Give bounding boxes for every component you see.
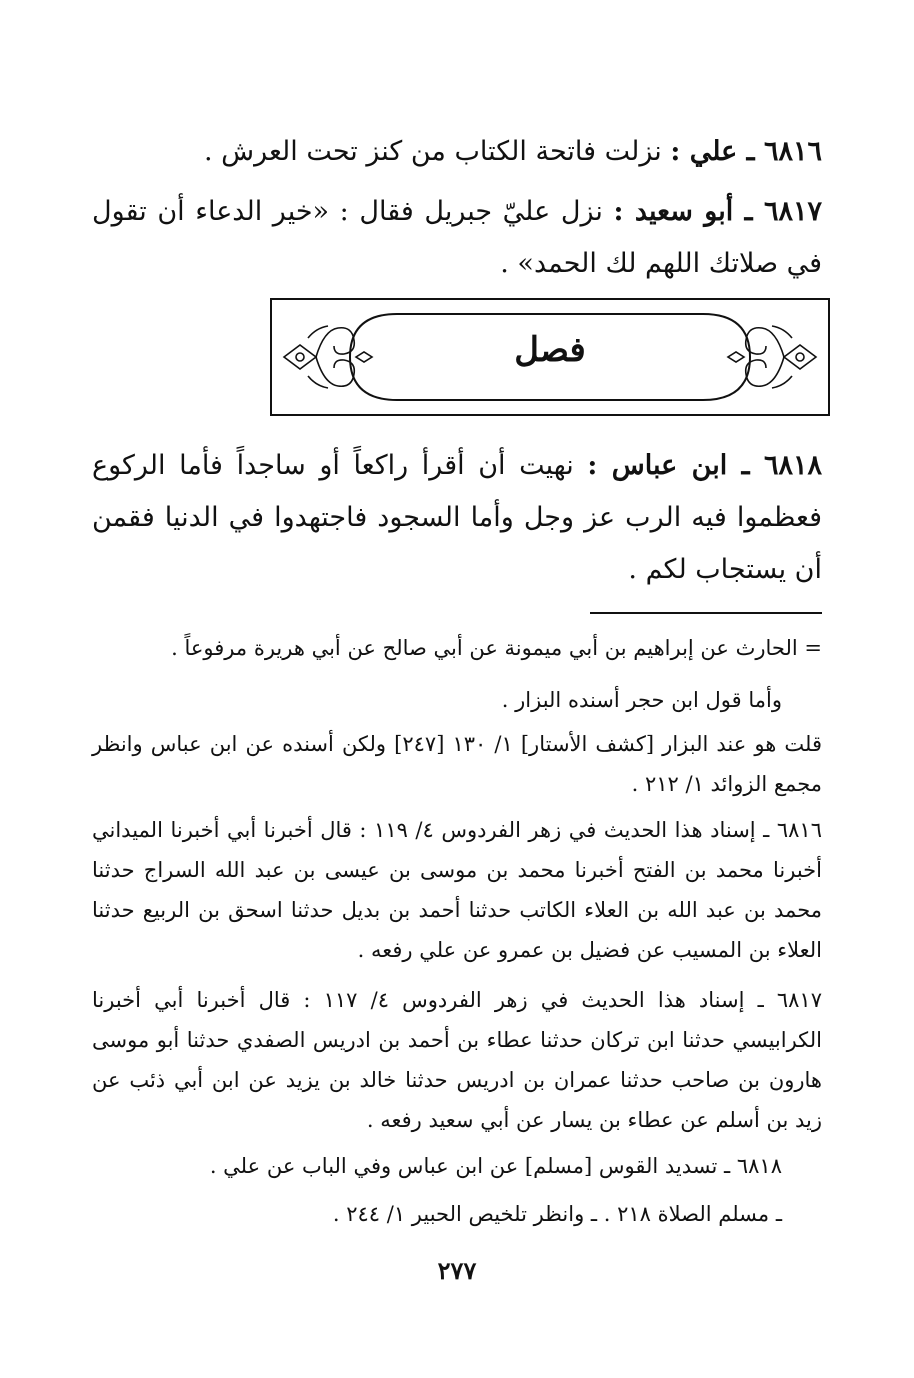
entry-text: نزلت فاتحة الكتاب من كنز تحت العرش .: [203, 136, 671, 167]
section-title: فصل: [514, 330, 586, 370]
page-number: ٢٧٧: [437, 1256, 477, 1285]
footnote-6816: ٦٨١٦ ـ إسناد هذا الحديث في زهر الفردوس ٤/ ١١٩ : قال أخبرنا أبي أخبرنا الميداني أخبرنا محمد بن الفتح أخبرنا محمد بن موسى بن عيسى بن عبد الله السراج حدثنا محمد بن عبد الله بن العلاء الكاتب حدثنا أحمد بن بديل حدثنا اسحق بن الربيع حدثنا العلاء بن المسيب عن فضيل بن عمرو عن علي رفعه .: [92, 818, 822, 962]
hadith-entry-6816: [92, 126, 822, 178]
footnote-continuation: = الحارث عن إبراهيم بن أبي ميمونة عن أبي صالح عن أبي هريرة مرفوعاً .: [171, 636, 822, 660]
footnote-bazzar-note: وأما قول ابن حجر أسنده البزار .: [501, 688, 782, 712]
footnote-6817: ٦٨١٧ ـ إسناد هذا الحديث في زهر الفردوس ٤/ ١١٧ : قال أخبرنا أبي أخبرنا الكرابيسي حدثنا ابن تركان حدثنا عطاء بن أحمد بن ادريس الصفدي حدثنا أبو موسى هارون بن صاحب حدثنا عمران بن ادريس حدثنا خالد بن يزيد عن ابن أبي ذئب عن زيد بن أسلم عن عطاء بن يسار عن أبي سعيد رفعه .: [92, 988, 822, 1132]
hadith-entry-6817: [92, 186, 822, 290]
footnote-separator: [590, 612, 822, 614]
hadith-entry-6818: [92, 440, 822, 596]
footnote-6818: ٦٨١٨ ـ تسديد القوس [مسلم] عن ابن عباس وفي الباب عن علي .: [209, 1154, 782, 1178]
entry-heading: ٦٨١٧ ـ أبو سعيد :: [613, 196, 822, 227]
footnote-6818-reference: ـ مسلم الصلاة ٢١٨ . ـ وانظر تلخيص الحبير ١/ ٢٤٤ .: [332, 1202, 782, 1226]
entry-heading: ٦٨١٦ ـ علي :: [670, 136, 822, 167]
section-ornament-frame: [270, 298, 830, 416]
footnote-bazzar-reference: قلت هو عند البزار [كشف الأستار] ١/ ١٣٠ [٢٤٧] ولكن أسنده عن ابن عباس وانظر مجمع الزوائد ١/ ٢١٢ .: [92, 732, 822, 796]
entry-text: نزل عليّ جبريل فقال : «خير الدعاء أن تقول في صلاتك اللهم لك الحمد» .: [92, 196, 822, 279]
entry-text: نهيت أن أقرأ راكعاً أو ساجداً فأما الركوع فعظموا فيه الرب عز وجل وأما السجود فاجتهدوا في الدنيا فقمن أن يستجاب لكم .: [92, 450, 822, 585]
entry-heading: ٦٨١٨ ـ ابن عباس :: [587, 450, 822, 481]
